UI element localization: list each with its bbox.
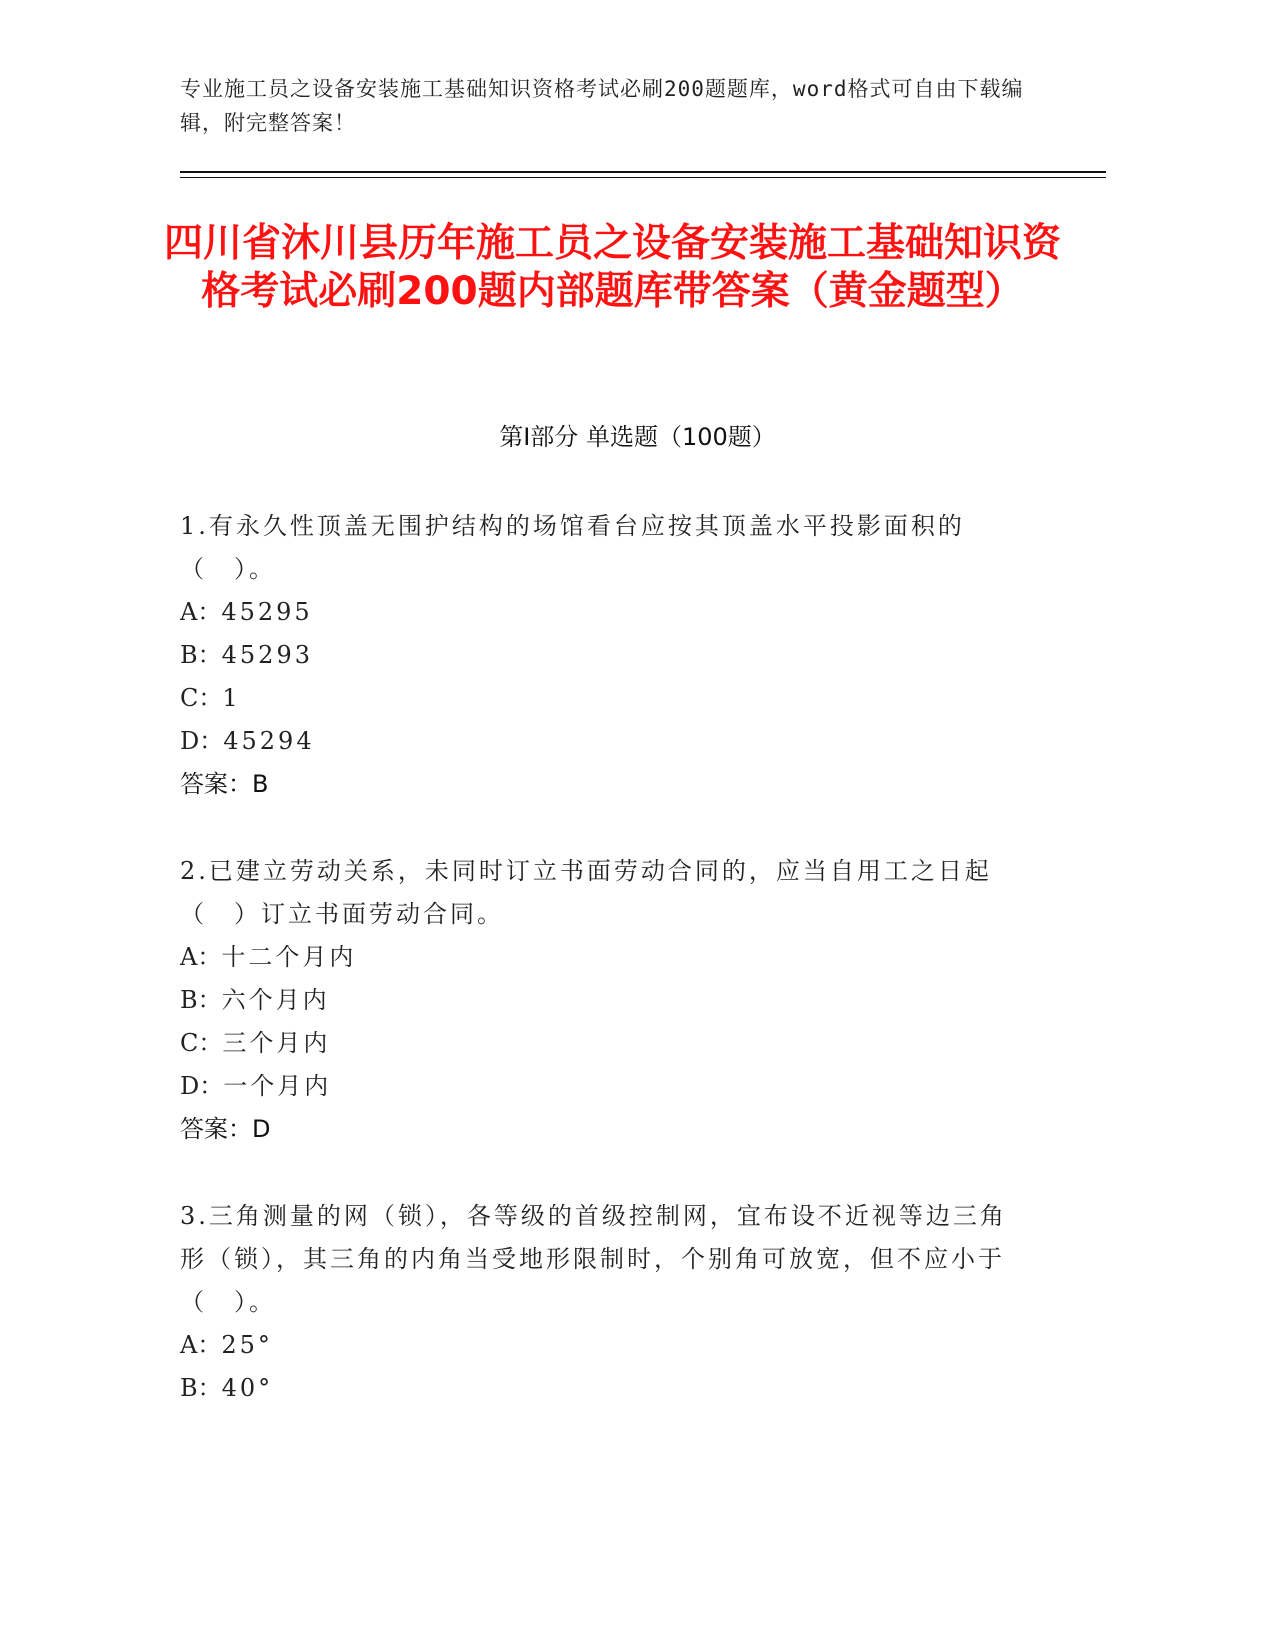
option-text: 1 <box>222 684 241 712</box>
option-c <box>180 677 1020 720</box>
option-letter: D： <box>180 1072 224 1100</box>
question-3 <box>180 1195 1020 1410</box>
document-title: 四川省沐川县历年施工员之设备安装施工基础知识资格考试必刷200题内部题库带答案（黄金题型） <box>163 221 1061 314</box>
option-a <box>180 936 1020 979</box>
question-list <box>180 505 1020 1454</box>
option-letter: A： <box>180 598 222 626</box>
question-2 <box>180 850 1020 1151</box>
option-text: 45294 <box>223 727 315 755</box>
option-text: 40° <box>221 1374 274 1402</box>
option-b <box>180 979 1020 1022</box>
option-text: 25° <box>221 1331 273 1359</box>
option-letter: A： <box>180 1331 222 1359</box>
option-letter: C： <box>180 684 223 712</box>
option-text: 六个月内 <box>221 986 330 1014</box>
option-a <box>180 1324 1020 1367</box>
option-letter: D： <box>180 727 224 755</box>
header-note: 专业施工员之设备安装施工基础知识资格考试必刷200题题库，word格式可自由下载编辑，附完整答案！ <box>180 77 1024 135</box>
option-c <box>180 1022 1020 1065</box>
option-d <box>180 1065 1020 1108</box>
section-title: 第Ⅰ部分 单选题（100题） <box>499 423 776 451</box>
header-divider-thin <box>180 177 1106 178</box>
answer-line: 答案：D <box>180 1115 271 1143</box>
option-letter: A： <box>180 943 222 971</box>
option-letter: B： <box>180 641 222 669</box>
option-a <box>180 591 1020 634</box>
option-b <box>180 1367 1020 1410</box>
option-text: 45293 <box>221 641 313 669</box>
option-text: 45295 <box>221 598 313 626</box>
question-stem: 3.三角测量的网（锁），各等级的首级控制网，宜布设不近视等边三角形（锁），其三角的内角当受地形限制时，个别角可放宽，但不应小于（ ）。 <box>180 1202 1007 1316</box>
option-text: 三个月内 <box>222 1029 331 1057</box>
option-letter: B： <box>180 1374 222 1402</box>
option-text: 一个月内 <box>223 1072 332 1100</box>
option-letter: B： <box>180 986 222 1014</box>
question-1 <box>180 505 1020 806</box>
answer-line: 答案：B <box>180 770 269 798</box>
option-b <box>180 634 1020 677</box>
option-letter: C： <box>180 1029 223 1057</box>
question-stem: 2.已建立劳动关系，未同时订立书面劳动合同的，应当自用工之日起（ ）订立书面劳动合同。 <box>180 857 992 928</box>
option-d <box>180 720 1020 763</box>
question-stem: 1.有永久性顶盖无围护结构的场馆看台应按其顶盖水平投影面积的（ ）。 <box>180 512 965 583</box>
option-text: 十二个月内 <box>221 943 357 971</box>
header-divider-thick <box>180 171 1106 173</box>
